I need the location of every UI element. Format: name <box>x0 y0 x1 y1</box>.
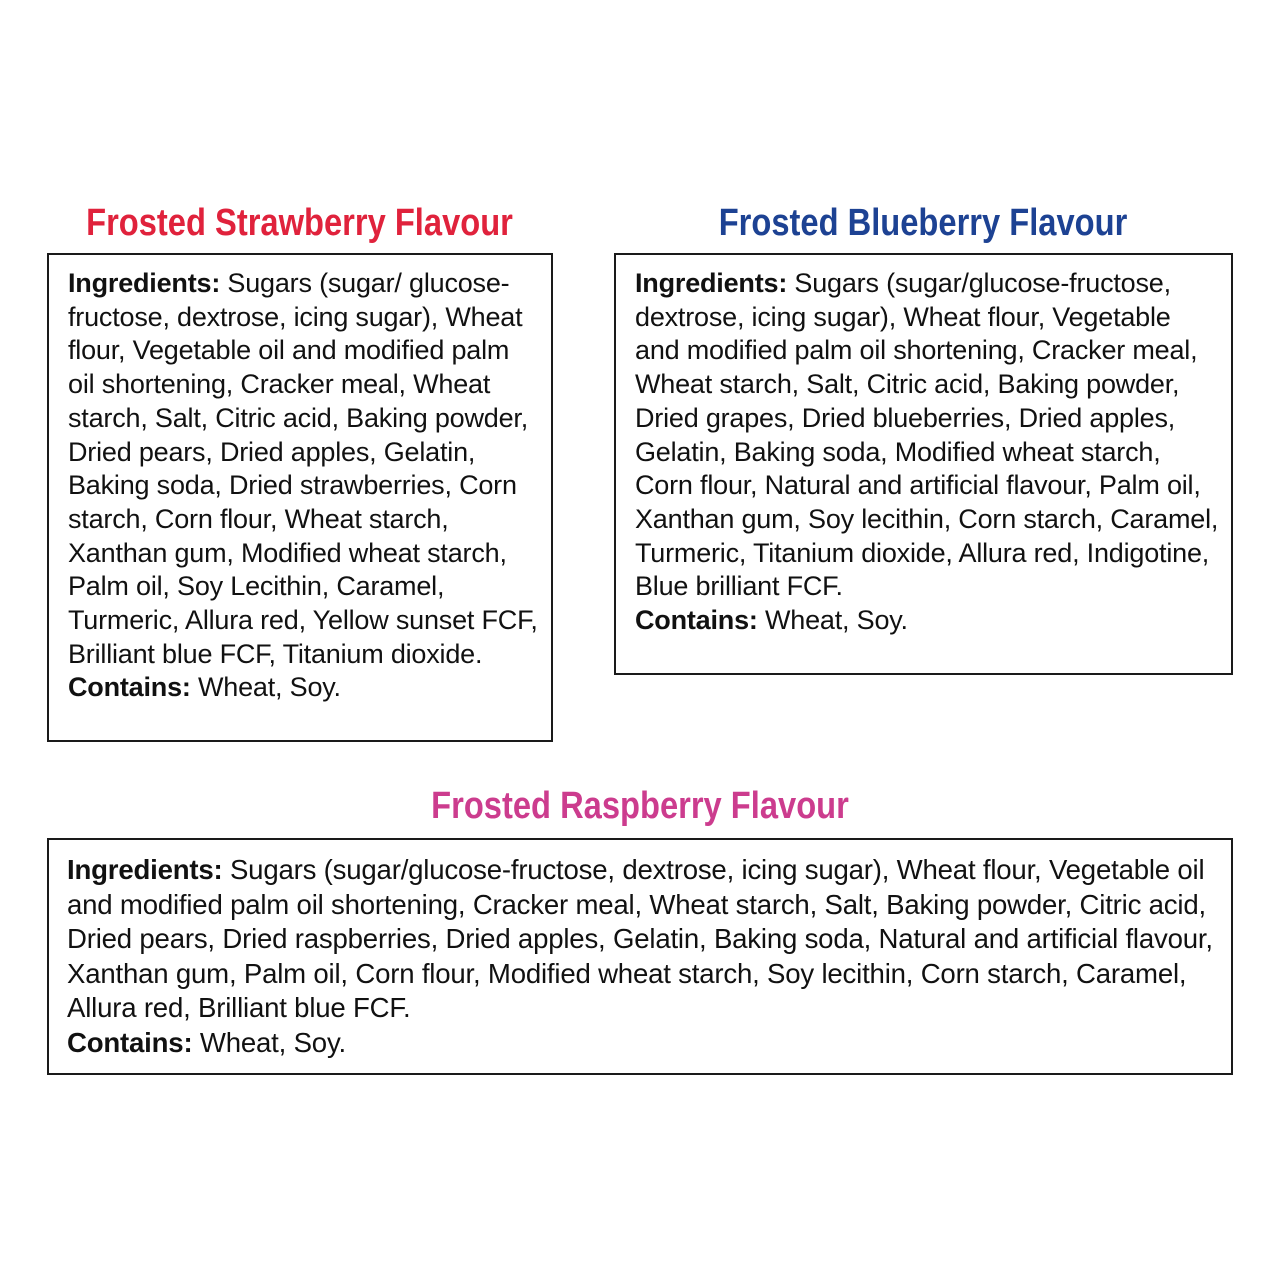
strawberry-ingredients-paragraph <box>68 267 541 671</box>
blueberry-contains-label: Contains: <box>635 605 758 636</box>
raspberry-contains-paragraph <box>67 1026 1221 1061</box>
raspberry-ingredients-text: Sugars (sugar/glucose-fructose, dextrose, icing sugar), Wheat flour, Vegetable oil and modified palm oil shortening, Cracker meal, Wheat starch, Salt, Baking powder, Citric acid, Dried pears, Dried raspberries, Dried apples, Gelatin, Baking soda, Natural and artificial flavour, Xanthan gum, Palm oil, Corn flour, Modified wheat starch, Soy lecithin, Corn starch, Caramel, Allura red, Brilliant blue FCF. <box>67 854 1213 1024</box>
blueberry-ingredients-text: Sugars (sugar/glucose-fructose, dextrose, icing sugar), Wheat flour, Vegetable and modified palm oil shortening, Cracker meal, Wheat starch, Salt, Citric acid, Baking powder, Dried grapes, Dried blueberries, Dried apples, Gelatin, Baking soda, Modified wheat starch, Corn flour, Natural and artificial flavour, Palm oil, Xanthan gum, Soy lecithin, Corn starch, Caramel, Turmeric, Titanium dioxide, Allura red, Indigotine, Blue brilliant FCF. <box>635 268 1219 602</box>
strawberry-flavour-title: Frosted Strawberry Flavour <box>86 202 513 244</box>
raspberry-flavour-title: Frosted Raspberry Flavour <box>431 785 849 827</box>
blueberry-flavour-title: Frosted Blueberry Flavour <box>718 202 1128 244</box>
strawberry-contains-label: Contains: <box>68 672 191 703</box>
raspberry-ingredients-panel <box>47 838 1233 1075</box>
strawberry-ingredients-label: Ingredients: <box>68 268 221 298</box>
blueberry-ingredients-label: Ingredients: <box>635 268 788 298</box>
blueberry-ingredients-panel <box>614 253 1233 675</box>
blueberry-ingredients-paragraph <box>635 267 1221 604</box>
blueberry-contains-paragraph <box>635 604 1221 638</box>
raspberry-contains-label: Contains: <box>67 1026 193 1058</box>
strawberry-contains-paragraph <box>68 671 541 705</box>
strawberry-ingredients-panel <box>47 253 553 742</box>
raspberry-ingredients-paragraph <box>67 853 1221 1026</box>
strawberry-contains-text: Wheat, Soy. <box>190 672 341 703</box>
strawberry-ingredients-text: Sugars (sugar/ glucose-fructose, dextrose, icing sugar), Wheat flour, Vegetable oil and modified palm oil shortening, Cracker meal, Wheat starch, Salt, Citric acid, Baking powder, Dried pears, Dried apples, Gelatin, Baking soda, Dried strawberries, Corn starch, Corn flour, Wheat starch, Xanthan gum, Modified wheat starch, Palm oil, Soy Lecithin, Caramel, Turmeric, Allura red, Yellow sunset FCF, Brilliant blue FCF, Titanium dioxide. <box>68 268 538 669</box>
blueberry-contains-text: Wheat, Soy. <box>757 605 908 636</box>
raspberry-contains-text: Wheat, Soy. <box>192 1026 346 1058</box>
raspberry-ingredients-label: Ingredients: <box>67 854 223 885</box>
